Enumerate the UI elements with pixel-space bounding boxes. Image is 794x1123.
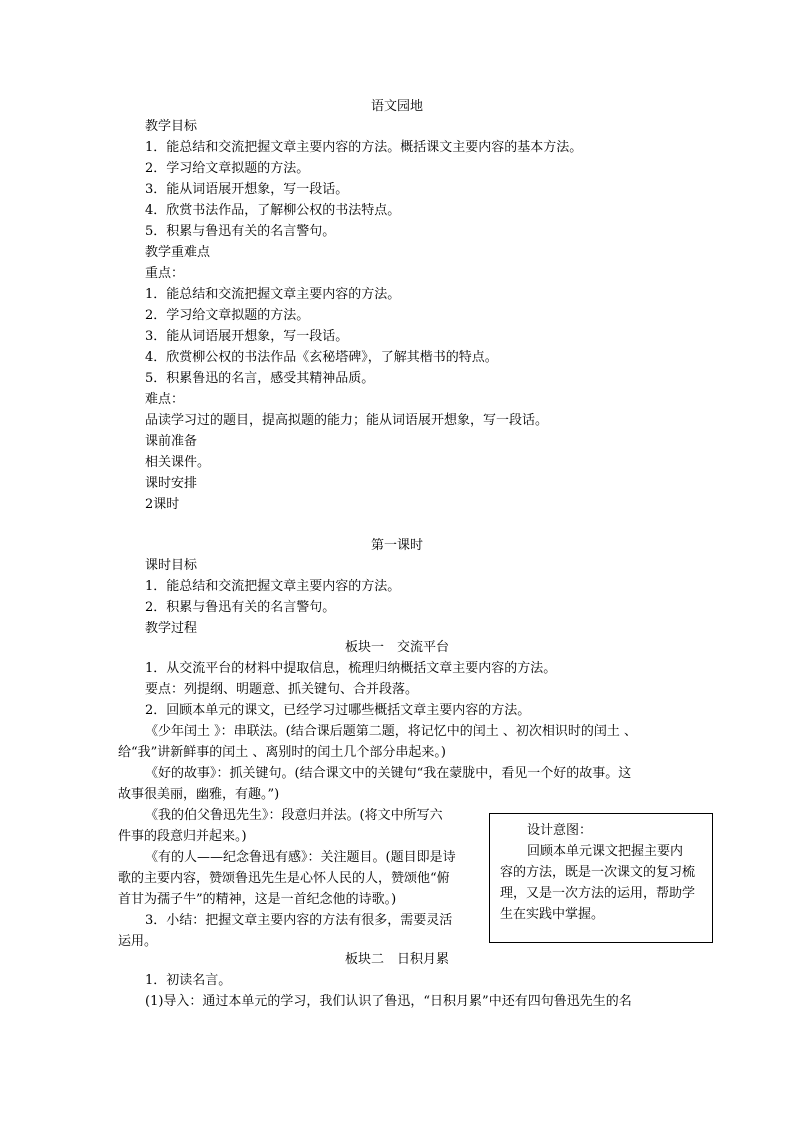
page-title: 语文园地	[370, 99, 423, 114]
design-box-line: 容的方法，既是一次课文的复习梳	[500, 865, 696, 880]
paragraph-line: 《好的故事》：抓关键句。(结合课文中的关键句“我在蒙胧中，看见一个好的故事。这	[145, 766, 632, 781]
goal-item: 2．积累与鲁迅有关的名言警句。	[145, 600, 336, 615]
summary-line: 运用。	[118, 934, 158, 949]
design-box-line: 回顾本单元课文把握主要内	[527, 844, 684, 859]
difficulty-label: 难点：	[145, 392, 185, 407]
objective-item: 5．积累与鲁迅有关的名言警句。	[145, 224, 336, 239]
paragraph-line: 《我的伯父鲁迅先生》：段意归并法。(将文中所写六	[145, 808, 443, 823]
objectives-heading: 教学目标	[145, 119, 198, 134]
paragraph-line: 《少年闰土 》：串联法。(结合课后题第二题，将记忆中的闰土 、初次相识时的闰土 、	[145, 724, 637, 739]
objective-item: 1．能总结和交流把握文章主要内容的方法。概括课文主要内容的基本方法。	[145, 140, 583, 155]
paragraph-line: 《有的人——纪念鲁迅有感》：关注题目。(题目即是诗	[145, 850, 456, 865]
key-points-label: 重点：	[145, 266, 185, 281]
schedule-text: 2课时	[145, 497, 180, 512]
design-box-line: 生在实践中掌握。	[500, 907, 605, 922]
lesson-title: 第一课时	[370, 538, 423, 553]
prep-text: 相关课件。	[145, 455, 211, 470]
schedule-heading: 课时安排	[145, 476, 198, 491]
paragraph-line: 歌的主要内容，赞颂鲁迅先生是心怀人民的人，赞颂他“俯	[118, 871, 450, 886]
block2-line: (1)导入：通过本单元的学习，我们认识了鲁迅，“日积月累”中还有四句鲁迅先生的名	[145, 994, 632, 1009]
key-point-item: 1．能总结和交流把握文章主要内容的方法。	[145, 287, 401, 302]
summary-line: 3．小结：把握文章主要内容的方法有很多，需要灵活	[145, 913, 453, 928]
key-point-item: 2．学习给文章拟题的方法。	[145, 308, 310, 323]
block2-line: 1．初读名言。	[145, 973, 232, 988]
block1-title: 板块一 交流平台	[344, 640, 449, 655]
prep-heading: 课前准备	[145, 434, 198, 449]
process-heading: 教学过程	[145, 621, 198, 636]
goals-heading: 课时目标	[145, 558, 198, 573]
block1-line: 1．从交流平台的材料中提取信息，梳理归纳概括文章主要内容的方法。	[145, 661, 557, 676]
block1-line: 2．回顾本单元的课文，已经学习过哪些概括文章主要内容的方法。	[145, 703, 531, 718]
paragraph-line: 故事很美丽，幽雅，有趣。”)	[118, 787, 280, 802]
key-point-item: 4．欣赏柳公权的书法作品《玄秘塔碑》，了解其楷书的特点。	[145, 350, 498, 365]
paragraph-line: 给“我”讲新鲜事的闰土 、离别时的闰土几个部分串起来。)	[118, 745, 446, 760]
objective-item: 4．欣赏书法作品，了解柳公权的书法特点。	[145, 203, 401, 218]
block1-line: 要点：列提纲、明题意、抓关键句、合并段落。	[145, 682, 419, 697]
paragraph-line: 首甘为孺子牛”的精神，这是一首纪念他的诗歌。)	[118, 892, 397, 907]
objective-item: 3．能从词语展开想象，写一段话。	[145, 182, 349, 197]
key-point-item: 3．能从词语展开想象，写一段话。	[145, 329, 349, 344]
objective-item: 2．学习给文章拟题的方法。	[145, 161, 310, 176]
design-intent-box	[489, 813, 713, 943]
key-heading: 教学重难点	[145, 245, 211, 260]
design-box-line: 理，又是一次方法的运用，帮助学	[500, 886, 696, 901]
design-box-title: 设计意图：	[527, 823, 593, 838]
paragraph-line: 件事的段意归并起来。)	[118, 829, 247, 844]
difficulty-text: 品读学习过的题目，提高拟题的能力；能从词语展开想象，写一段话。	[145, 413, 549, 428]
goal-item: 1．能总结和交流把握文章主要内容的方法。	[145, 579, 401, 594]
block2-title: 板块二 日积月累	[344, 952, 449, 967]
key-point-item: 5．积累鲁迅的名言，感受其精神品质。	[145, 371, 375, 386]
